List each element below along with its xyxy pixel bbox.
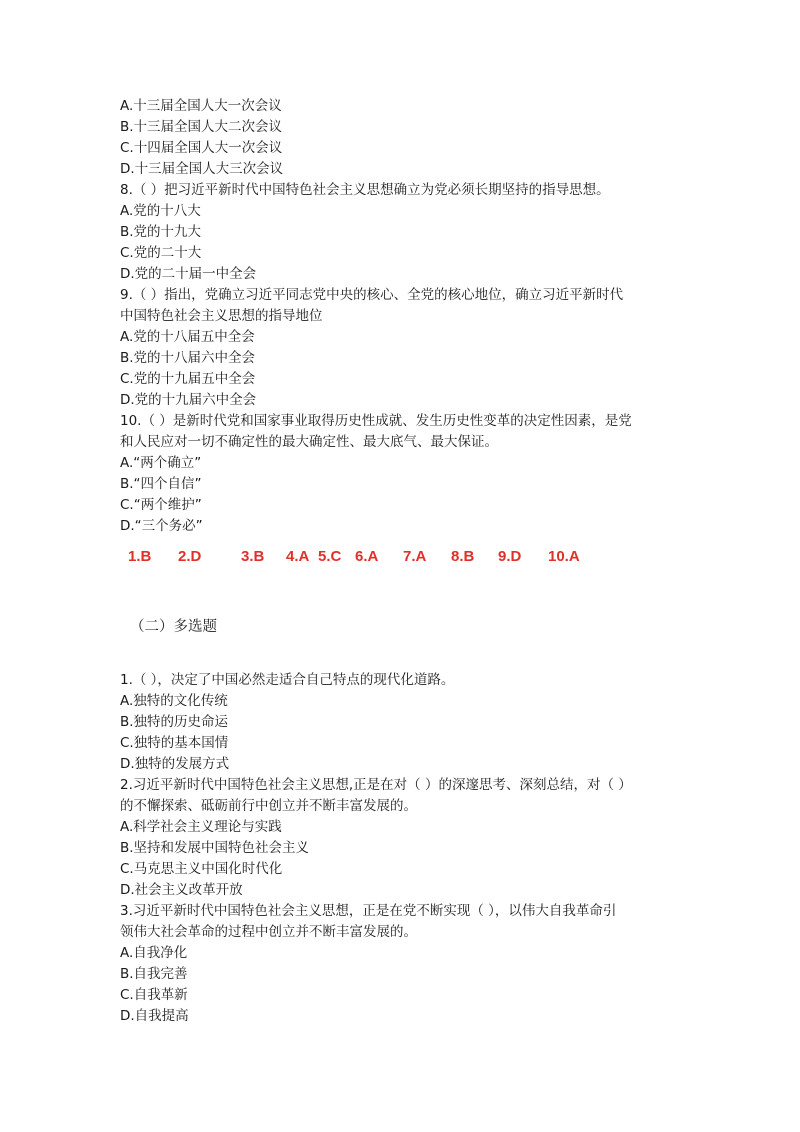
option-line: D.自我提高 (120, 1008, 189, 1024)
option-line: D.党的二十届一中全会 (120, 266, 257, 282)
question-line: 9.（ ）指出，党确立习近平同志党中央的核心、全党的核心地位，确立习近平新时代 (120, 287, 624, 303)
option-line: D.“三个务必” (120, 518, 203, 534)
option-line: B.坚持和发展中国特色社会主义 (120, 840, 310, 856)
option-line: B.独特的历史命运 (120, 714, 229, 730)
option-line: D.十三届全国人大三次会议 (120, 161, 284, 177)
option-line: C.党的二十大 (120, 245, 202, 261)
option-line: A.十三届全国人大一次会议 (120, 98, 282, 114)
answer-item: 5.C (318, 548, 342, 565)
question-line: 和人民应对一切不确定性的最大确定性、最大底气、最大保证。 (120, 434, 498, 450)
option-line: C.马克思主义中国化时代化 (120, 861, 283, 877)
question-line: 2.习近平新时代中国特色社会主义思想,正是在对（ ）的深邃思考、深刻总结，对（ ） (120, 777, 632, 793)
question-line: 领伟大社会革命的过程中创立并不断丰富发展的。 (120, 924, 417, 940)
option-line: A.“两个确立” (120, 455, 202, 471)
answer-item: 7.A (403, 548, 427, 565)
single-choice-continuation (120, 96, 720, 537)
question-line: 3.习近平新时代中国特色社会主义思想，正是在党不断实现（ ），以伟大自我革命引 (120, 903, 617, 919)
option-line: A.党的十八届五中全会 (120, 329, 255, 345)
option-line: D.社会主义改革开放 (120, 882, 243, 898)
option-line: B.十三届全国人大二次会议 (120, 119, 283, 135)
question-line: 10.（ ）是新时代党和国家事业取得历史性成就、发生历史性变革的决定性因素，是党 (120, 413, 632, 429)
option-line: A.独特的文化传统 (120, 693, 228, 709)
answer-item: 10.A (548, 548, 580, 565)
answer-item: 8.B (451, 548, 475, 565)
option-line: A.科学社会主义理论与实践 (120, 819, 282, 835)
answer-item: 9.D (498, 548, 522, 565)
answer-item: 3.B (241, 548, 265, 565)
section-title: （二）多选题 (130, 619, 217, 635)
option-line: C.党的十九届五中全会 (120, 371, 256, 387)
option-line: B.党的十九大 (120, 224, 202, 240)
option-line: A.党的十八大 (120, 203, 201, 219)
answer-item: 6.A (355, 548, 379, 565)
answer-item: 2.D (178, 548, 202, 565)
option-line: D.党的十九届六中全会 (120, 392, 257, 408)
multi-choice-section (120, 670, 720, 1027)
answer-item: 4.A (286, 548, 310, 565)
option-line: B.“四个自信” (120, 476, 202, 492)
option-line: C.“两个维护” (120, 497, 202, 513)
answer-item: 1.B (128, 548, 152, 565)
option-line: C.自我革新 (120, 987, 188, 1003)
option-line: A.自我净化 (120, 945, 188, 961)
option-line: B.党的十八届六中全会 (120, 350, 256, 366)
option-line: B.自我完善 (120, 966, 188, 982)
question-line: 中国特色社会主义思想的指导地位 (120, 308, 323, 324)
question-line: 8.（ ）把习近平新时代中国特色社会主义思想确立为党必须长期坚持的指导思想。 (120, 182, 610, 198)
option-line: C.独特的基本国情 (120, 735, 229, 751)
question-line: 1.（ ），决定了中国必然走适合自己特点的现代化道路。 (120, 672, 455, 688)
option-line: D.独特的发展方式 (120, 756, 230, 772)
option-line: C.十四届全国人大一次会议 (120, 140, 283, 156)
question-line: 的不懈探索、砥砺前行中创立并不断丰富发展的。 (120, 798, 417, 814)
answer-key (128, 548, 728, 570)
